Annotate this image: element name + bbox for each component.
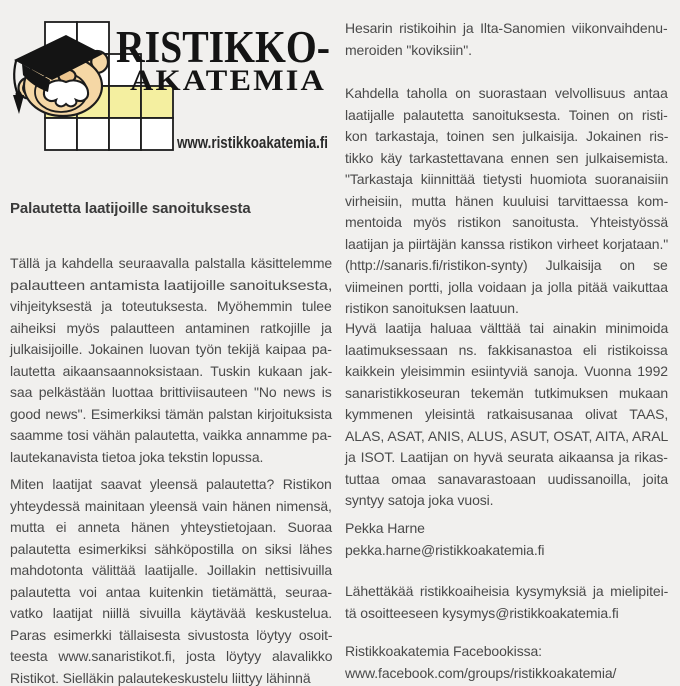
text-line: ja ISOT. Laatijan on hyvä seurata aikaansa ja rikas- [345, 449, 668, 465]
paragraph [10, 474, 332, 686]
text-line: yhteydessä mainitaan yleensä vain hänen nimensä, [10, 497, 332, 514]
text-line: saamme tosi vähän palautetta, vaikka annamme pa- [10, 427, 332, 443]
text-line: tä osoitteeseen kysymys@ristikkoakatemia.fi [345, 604, 619, 621]
text-line: teesta www.sanaristikot.fi, josta löytyy alavalikko [10, 648, 333, 664]
text-line: ALAS, ASAT, ANIS, ALUS, ASUT, OSAT, AITA, ARAL [345, 427, 669, 444]
text-line: lautetta aikaansaannoksistaan. Tuskin kukaan jak- [10, 362, 333, 379]
article-heading: Palautetta laatijoille sanoituksesta [10, 200, 251, 217]
text-line: www.facebook.com/groups/ristikkoakatemia/ [345, 664, 617, 681]
text-line: palautteen antamista laatijoille sanoituksesta, [10, 276, 333, 293]
text-line: Lähettäkää ristikkoaiheisia kysymyksiä ja mielipitei- [345, 583, 669, 599]
text-line: mutta ei anneta hänen yhteystietojaan. Suoraa [10, 519, 333, 535]
text-line: pekka.harne@ristikkoakatemia.fi [345, 541, 545, 558]
paragraph [345, 83, 668, 320]
text-line: lautekanavista tietoa joka tekstin lopussa. [10, 448, 264, 465]
text-line: palautetta voi antaa kuitenkin tietämättä, seuraa- [10, 583, 332, 600]
text-line: mahdotonta välittää laatijalle. Joillakin nettisivuilla [10, 562, 333, 578]
text-line: "Tarkastaja kiinnittää tietysti huomiota suoranaisiin [345, 171, 669, 187]
text-line: aiheiksi myös palautteen antaminen ratkojille ja [10, 319, 332, 336]
text-line: tikko käy tarkastettavana ennen sen julkaisemista. [345, 149, 669, 166]
text-line: Ristikkoakatemia Facebookissa: [345, 643, 542, 659]
text-line: vatko laatijat niillä sivuilla käytävää keskustelua. [10, 605, 333, 621]
text-line: laatimuksessaan ns. fakkisanastoa eli ristikoissa [345, 341, 668, 358]
text-line: (http://sanaris.fi/ristikon-synty) Julkaisija on se [345, 257, 668, 273]
paragraph [345, 318, 668, 512]
text-line: julkaisijoille. Jokainen luovan työn tekijä kaipaa pa- [10, 341, 332, 357]
feedback-address-block [345, 581, 668, 624]
text-line: tuttaa omaa sanavarastoaan uudissanoilla, joita [345, 470, 669, 487]
text-line: mentoida myös ristikon sanoitusta. Yhteistyössä [345, 214, 669, 230]
text-line: kymmenen yleisintä ratkaisusanaa olivat TAAS, [345, 406, 669, 422]
text-line: Miten laatijat saavat yleensä palautetta? Ristikon [10, 476, 332, 492]
text-line: palautetta esimerkiksi sähköpostilla on siksi lähes [10, 540, 333, 557]
ristikkoakatemia-logo [0, 0, 345, 175]
text-line: good news". Esimerkiksi tämän palstan kirjoituksista [10, 405, 333, 422]
text-line: laatijan ja piirtäjän kanssa ristikon virheet korjataan." [345, 235, 669, 252]
text-line: Pekka Harne [345, 520, 425, 536]
text-line: Ristikot. Sielläkin palautekeskustelu liittyy lähinnä [10, 669, 311, 686]
text-line: Hyvä laatija haluaa välttää tai ainakin minimoida [345, 320, 669, 336]
text-line: laatijalle palautetta sanoituksesta. Toinen on risti- [345, 106, 668, 123]
text-line: Paras esimerkki tällaisesta sivustosta löytyy osoit- [10, 626, 333, 643]
text-line: ristikon sanoituksen laatuun. [345, 300, 519, 316]
paragraph [10, 253, 332, 468]
text-line: viimeinen portti, jolla voidaan ja jolla pitää vaikuttaa [345, 278, 668, 295]
text-line: saa pelkästään luottaa brittiviisauteen "No news is [10, 384, 332, 400]
text-line: meroiden "koviksiin". [345, 41, 472, 58]
text-line: vihjeityksestä ja toteutuksesta. Myöhemmin tulee [10, 298, 332, 314]
text-line: virheisiin, mutta hänen kuuluisi tarvittaessa kom- [345, 192, 669, 209]
text-line: Hesarin ristikoihin ja Ilta-Sanomien viikonvaihdenu- [345, 20, 668, 36]
text-line: kon tarkastaja, toinen sen julkaisija. Jokainen ris- [345, 128, 669, 144]
author-block [345, 518, 668, 561]
logo-website-url: www.ristikkoakatemia.fi [176, 134, 328, 152]
logo-title-line1: RISTIKKO- [116, 21, 330, 72]
facebook-block [345, 641, 668, 684]
text-line: Kahdella taholla on suorastaan velvollisuus antaa [345, 85, 668, 101]
text-line: syntyy satoja joka vuosi. [345, 492, 494, 508]
logo-title-line2: AKATEMIA [130, 64, 326, 97]
paragraph [345, 18, 668, 61]
text-line: Tällä ja kahdella seuraavalla palstalla käsittelemme [10, 255, 333, 271]
text-line: kaikkein yleisimmin esiintyviä sanoja. Vuonna 1992 [345, 363, 668, 379]
text-line: sanaristikkoseuran tekemän tutkimuksen mukaan [345, 384, 669, 401]
